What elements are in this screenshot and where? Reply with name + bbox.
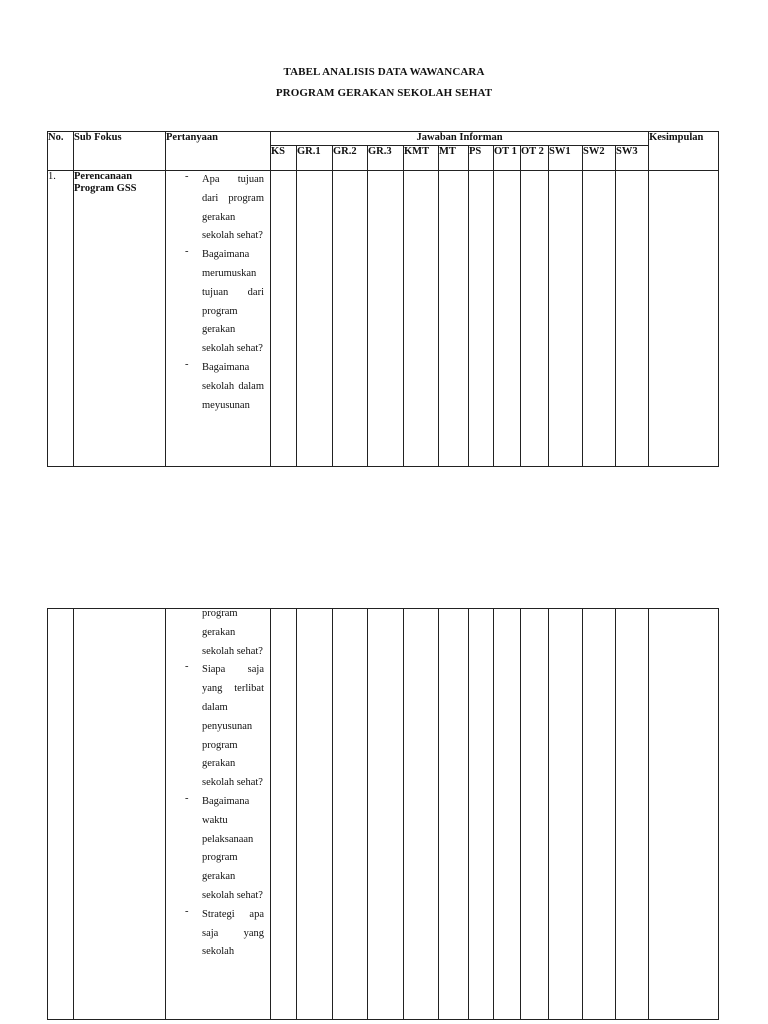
header-informant: PS	[469, 146, 494, 171]
answer-cell	[521, 171, 549, 467]
question-item	[166, 793, 270, 906]
answer-cell	[469, 609, 494, 1020]
analysis-table-part2	[47, 608, 719, 1020]
question-item	[166, 171, 270, 246]
header-kesimpulan: Kesimpulan	[649, 132, 719, 171]
pertanyaan-cell	[166, 609, 271, 1020]
document-subtitle: PROGRAM GERAKAN SEKOLAH SEHAT	[275, 87, 493, 99]
answer-cell	[583, 171, 616, 467]
header-no: No.	[48, 132, 74, 171]
sub-fokus-cell: Perencanaan Program GSS	[74, 171, 166, 467]
question-text: Strategi apa saja yang sekolah	[202, 908, 264, 958]
header-informant: KMT	[404, 146, 439, 171]
answer-cell	[494, 609, 521, 1020]
sub-fokus-cell	[74, 609, 166, 1020]
bullet-dash: -	[185, 171, 189, 182]
answer-cell	[333, 171, 368, 467]
answer-cell	[521, 609, 549, 1020]
question-list	[166, 171, 270, 415]
answer-cell	[616, 609, 649, 1020]
question-item	[166, 359, 270, 415]
question-text: Bagaimana sekolah dalam meyusunan	[202, 361, 264, 411]
header-informant: SW1	[549, 146, 583, 171]
header-informant: KS	[271, 146, 297, 171]
header-informant: SW3	[616, 146, 649, 171]
question-continuation-text: program gerakan sekolah sehat?	[202, 608, 263, 657]
question-continuation	[166, 609, 270, 662]
pertanyaan-cell	[166, 171, 271, 467]
answer-cell	[297, 609, 333, 1020]
bullet-dash: -	[185, 661, 189, 673]
answer-cell	[297, 171, 333, 467]
question-list	[166, 661, 270, 962]
answer-cell	[616, 171, 649, 467]
question-text: Siapa saja yang terlibat dalam penyusunan program gerakan sekolah sehat?	[202, 664, 264, 789]
question-item	[166, 906, 270, 962]
answer-cell	[271, 609, 297, 1020]
bullet-dash: -	[185, 358, 189, 370]
header-informant: MT	[439, 146, 469, 171]
header-informant: SW2	[583, 146, 616, 171]
header-informant: GR.1	[297, 146, 333, 171]
header-jawaban-informan: Jawaban Informan	[271, 132, 649, 146]
kesimpulan-cell	[649, 171, 719, 467]
answer-cell	[404, 171, 439, 467]
document-title: TABEL ANALISIS DATA WAWANCARA	[283, 66, 485, 78]
answer-cell	[368, 609, 404, 1020]
header-sub-fokus: Sub Fokus	[74, 132, 166, 171]
header-informant: GR.3	[368, 146, 404, 171]
row-number	[48, 609, 74, 1020]
answer-cell	[439, 609, 469, 1020]
bullet-dash: -	[185, 246, 189, 258]
header-informant: OT 1	[494, 146, 521, 171]
kesimpulan-cell	[649, 609, 719, 1020]
answer-cell	[404, 609, 439, 1020]
bullet-dash: -	[185, 905, 189, 917]
question-item	[166, 661, 270, 793]
answer-cell	[549, 609, 583, 1020]
header-informant: OT 2	[521, 146, 549, 171]
header-pertanyaan: Pertanyaan	[166, 132, 271, 171]
answer-cell	[583, 609, 616, 1020]
answer-cell	[549, 171, 583, 467]
header-informant: GR.2	[333, 146, 368, 171]
answer-cell	[469, 171, 494, 467]
bullet-dash: -	[185, 792, 189, 804]
answer-cell	[439, 171, 469, 467]
answer-cell	[494, 171, 521, 467]
question-text: Bagaimana merumuskan tujuan dari program gerakan sekolah sehat?	[202, 249, 264, 355]
analysis-table-part1	[47, 131, 719, 467]
question-text: Apa tujuan dari program gerakan sekolah sehat?	[202, 174, 264, 242]
answer-cell	[368, 171, 404, 467]
answer-cell	[271, 171, 297, 467]
question-item	[166, 246, 270, 359]
row-number: 1.	[48, 171, 74, 467]
question-text: Bagaimana waktu pelaksanaan program gerakan sekolah sehat?	[202, 795, 263, 901]
answer-cell	[333, 609, 368, 1020]
